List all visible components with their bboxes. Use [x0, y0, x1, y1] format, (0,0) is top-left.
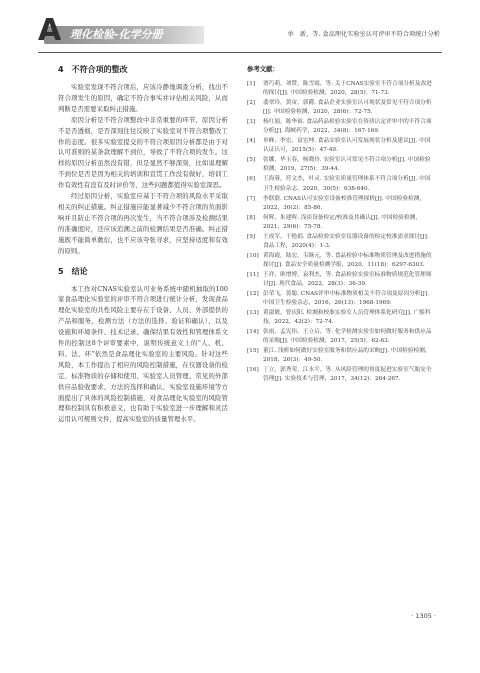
- reference-text: 丁立，郭秀荣，江水平，等. 从风险管理的角度促进实验室气瓶安全管理[J]. 实验技术与管理，2017，34(12)：264-267.: [263, 367, 432, 383]
- reference-text: 单峰，李宏，富宏坤. 食品实验室认可发展现状分析及建议[J]. 中国认证认可，2015(5)：47-49.: [263, 138, 431, 154]
- reference-number: [4]: [247, 138, 256, 145]
- section-4-title: 4 不符合项的整改: [58, 65, 128, 74]
- reference-number: [10]: [247, 252, 259, 259]
- reference-item: [247, 252, 432, 270]
- section-4-paragraph-3: 经过原因分析，实验室应基于不符合项的风险水平采取相关的纠正措施。纠正措施应能显著减少不符合项的负面影响并且防止不符合项的再次发生，当不符合项涉及检测结果的准确度时，还应该追溯之前的检测结果是否准确。纠正措施既不能简单敷衍，也不应该夸张寻求，应坚持适度和有效的原则。: [58, 192, 228, 255]
- reference-item: [247, 99, 432, 117]
- section-5-title: 5 结论: [58, 266, 88, 276]
- reference-number: [7]: [247, 195, 256, 202]
- left-column: [58, 64, 228, 425]
- page-header: [0, 0, 480, 50]
- journal-name: 理化检验-化学分册: [70, 28, 163, 41]
- reference-text: 王祥，耿增博，袁利杰，等. 食品检验实验室标准物质规范化管理探讨[J]. 现代食品，2022，28(3)：36-39.: [263, 271, 432, 287]
- references-title: 参考文献：: [247, 65, 279, 73]
- reference-item: [247, 195, 432, 213]
- reference-text: 张娜，毕玉春，杨晓玲. 实验室认可常见不符合项分析[J]. 中国检验检测，2019，27(5)：39-44.: [263, 157, 431, 173]
- reference-text: 王成军，于艳娟. 食品检验实验室仪器设备的检定校准需求探讨[J]. 食品工程，2020(4)：1-3.: [263, 233, 429, 249]
- reference-text: 何辉，朱建晖. 浅谈设备检定/校准及其确认[J]. 中国检验检测，2021，29(6)：75-78.: [263, 214, 422, 230]
- section-5-paragraph-1: 本工作对CNAS实验室认可业务系统中随机抽取的100家食品理化实验室的评审不符合项进行统计分析，发现食品理化实验室的共性风险主要存在于设备、人员、外部提供的产品和服务、检测方法（方法的选择、验证和确认）、以及设施和环境条件、技术记录、确保结果有效性和管理体系文件的控制这8个评审要素中，说明传统意义上的“人、机、料、法、环”依然是食品理化实验室的主要风险。针对这些风险，本工作提出了相应的风险控制措施，在仪器设备的检定、标准物质的存储和使用、实验室人员管理、常见的外部供应品验收要求、方法的选择和确认、实验室设施环境等方面提出了具体的风险控制措施，对食品理化实验室的风险管理和控制具有积极意义，也有助于实验室进一步理解和灵活运用认可规则文件，提高实验室的质量管理水平。: [58, 284, 228, 424]
- journal-logo-letter: A: [38, 13, 62, 48]
- reference-item: [247, 118, 432, 136]
- reference-item: [247, 366, 432, 384]
- header-divider: [38, 52, 442, 53]
- reference-number: [2]: [247, 100, 256, 107]
- section-4-paragraph-2: 原因分析是不符合项整改中非常重要的环节，原因分析不是否透彻，是否深刻往往反映了实验室对不符合项整改工作的态度。很多实验室提交的不符合项原因分析都是由于对认可准则的某条款理解不到位，导致了不符合项的发生。这样的原因分析虽然没有错，但是显然不够深刻，比如说理解不到位是否是因为相关的培训和宣贯工作没有做好，培训工作有效性有没有及时评价等，这些问题都值得实验室深思。: [58, 115, 228, 190]
- reference-text: 黄淑敏，曾庆阳. 检测和校准实验室人员管理体系化研究[J]. 广船科技，2022，42(2)：72-74.: [263, 310, 431, 326]
- reference-item: [247, 328, 432, 346]
- right-column: [247, 64, 432, 386]
- reference-item: [247, 309, 432, 327]
- reference-text: 贾巧莉，刘赞，陈雪霞，等. 关于CNAS实验室不符合项分析及改进的探讨[J]. 中国检验检测，2020，28(5)：71-73.: [263, 81, 432, 97]
- reference-item: [247, 290, 432, 308]
- reference-item: [247, 175, 432, 193]
- reference-number: [3]: [247, 119, 256, 126]
- reference-number: [15]: [247, 348, 259, 355]
- section-4-paragraph-1: 实验室发现不符合项后，应该冷静地调查分析，找出不符合项发生的原因，确定不符合事实并评估相关风险，从而判断是否需要采取纠正措施。: [58, 83, 228, 113]
- reference-text: 张雨，孟宪伟，王立启，等. 化学检测实验室如何做好服务和供应品的采购[J]. 中国检验检测，2017，25(5)：62-63.: [263, 329, 432, 345]
- running-head: 单 新，等. 食品理化实验室认可评审不符合项统计分析: [287, 31, 440, 38]
- reference-number: [13]: [247, 310, 259, 317]
- reference-text: 李联联. CNAS认可实验室设备校准管理探析[J]. 中国检验检测，2022，30(2)：85-86.: [263, 195, 426, 211]
- reference-number: [1]: [247, 81, 256, 87]
- reference-number: [9]: [247, 233, 256, 240]
- reference-text: 彭荣飞，黄聪. CNAS评审中标准物质相关不符合项及原因分析[J]. 中国卫生检验杂志，2016，26(13)：1968-1969.: [263, 291, 429, 307]
- reference-number: [6]: [247, 176, 256, 183]
- reference-item: [247, 214, 432, 232]
- reference-list: [247, 80, 432, 385]
- reference-text: 董江. 浅析如何做好实验室服务和供应品的采购[J]. 中国检验检测，2018，26(3)：49-50.: [263, 348, 431, 364]
- reference-text: 杨红娟，陈华裕. 食品药品检验实验室在资质认定评审中的不符合项分析[J]. 海峡药学，2022，34(8)：167-169.: [263, 119, 432, 135]
- reference-item: [247, 271, 432, 289]
- reference-item: [247, 233, 432, 251]
- reference-item: [247, 80, 432, 98]
- reference-item: [247, 137, 432, 155]
- reference-item: [247, 347, 432, 365]
- reference-item: [247, 156, 432, 174]
- reference-number: [11]: [247, 271, 259, 278]
- reference-number: [8]: [247, 214, 256, 221]
- reference-text: 翡翠玲，黄宙，郭爵. 食品企业实验室认可现状及常见不符合项分析[J]. 中国检验检测，2020，28(6)：72-75.: [263, 100, 432, 116]
- reference-number: [12]: [247, 291, 259, 298]
- reference-text: 王海蓉，符文杰，叶灵. 实验室质量管理体系不符合项分析[J]. 中国卫生检验杂志，2020，30(5)：638-640.: [263, 176, 431, 192]
- reference-number: [14]: [247, 329, 259, 336]
- reference-text: 黄海霞，陆宏，韦继元，等. 食品检验中标准物质管理及改进措施的探讨[J]. 食品安全质量检测学报，2020，11(18)：6297-6303.: [263, 252, 432, 268]
- reference-number: [16]: [247, 367, 259, 374]
- page-number: · 1305 ·: [411, 612, 436, 620]
- reference-number: [5]: [247, 157, 256, 164]
